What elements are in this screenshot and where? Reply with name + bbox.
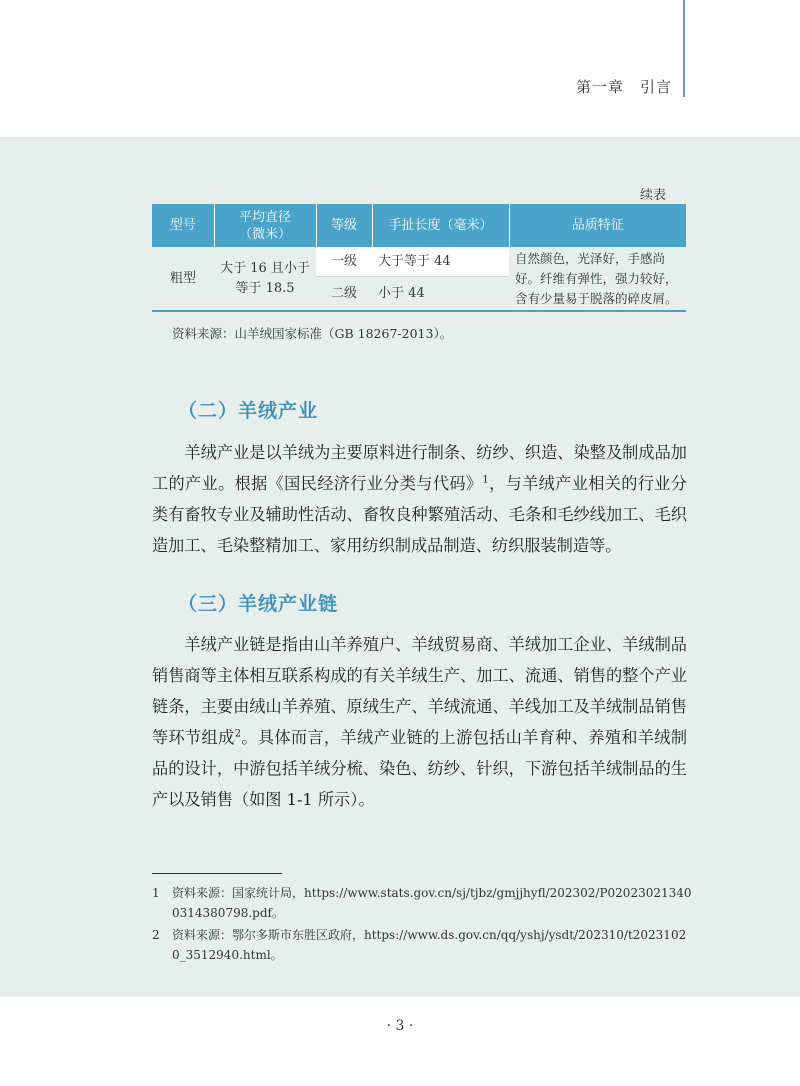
- paragraph-text: 。具体而言，羊绒产业链的上游包括山羊育种、养殖和羊绒制品的设计，中游包括羊绒分梳、染色、纺纱、针织，下游包括羊绒制品的生产以及销售（如图 1-1 所示）。: [152, 728, 688, 809]
- length-cell: 小于 44: [372, 277, 509, 312]
- footnote-divider: [152, 873, 282, 874]
- page-number: · 3 ·: [386, 1018, 414, 1034]
- grade-cell: 二级: [316, 277, 372, 312]
- footnote-number: 2: [152, 928, 160, 942]
- length-cell: 大于等于 44: [372, 247, 509, 277]
- table-header-cell: 平均直径 （微米）: [214, 204, 316, 247]
- quality-cell: 自然颜色，光泽好，手感尚好。纤维有弹性，强力较好，含有少量易于脱落的碎皮屑。: [509, 247, 686, 311]
- table-header-cell: 手扯长度（毫米）: [372, 204, 509, 247]
- paragraph-text: 羊绒产业链是指由山羊养殖户、羊绒贸易商、羊绒加工企业、羊绒制品销售商等主体相互联系构成的有关羊绒生产、加工、流通、销售的整个产业链条，主要由绒山羊养殖、原绒生产、羊绒流通、羊线加工及羊绒制品销售等环节组成: [152, 635, 687, 747]
- cashmere-grade-table: [152, 204, 686, 312]
- grade-cell: 一级: [316, 247, 372, 277]
- footnote-2: [152, 925, 692, 965]
- type-cell: 粗型: [152, 247, 214, 311]
- page-footer: [0, 997, 800, 1086]
- footnote-text: 资料来源：国家统计局，https://www.stats.gov.cn/sj/tjbz/gmjjhyfl/202302/P020230213400314380798.pdf。: [172, 886, 692, 920]
- table-header-cell: 等级: [316, 204, 372, 247]
- chapter-title: 第一章 引言: [575, 78, 672, 96]
- table-header-cell: 型号: [152, 204, 214, 247]
- footnote-ref: 2: [234, 728, 241, 740]
- section-heading-industry: （二）羊绒产业: [178, 400, 319, 422]
- paragraph-industry: [152, 437, 687, 561]
- table-header-cell: 品质特征: [509, 204, 686, 247]
- table-source-note: 资料来源：山羊绒国家标准（GB 18267-2013）。: [172, 326, 453, 341]
- page-header: [0, 0, 800, 137]
- table-header-row: [152, 204, 686, 247]
- footnote-ref: 1: [482, 474, 489, 486]
- table-row: [152, 247, 686, 277]
- footnote-number: 1: [152, 886, 160, 900]
- header-divider: [683, 0, 685, 97]
- paragraph-chain: [152, 629, 687, 815]
- footnote-1: [152, 883, 692, 923]
- section-heading-chain: （三）羊绒产业链: [178, 593, 339, 615]
- paragraph-text: ，与羊绒产业相关的行业分类有畜牧专业及辅助性活动、畜牧良种繁殖活动、毛条和毛纱线加工、毛织造加工、毛染整精加工、家用纺织制成品制造、纺织服装制造等。: [152, 474, 687, 555]
- footnote-text: 资料来源：鄂尔多斯市东胜区政府，https://www.ds.gov.cn/qq/yshj/ysdt/202310/t20231020_3512940.html。: [172, 928, 687, 962]
- paragraph-text: 羊绒产业是以羊绒为主要原料进行制条、纺纱、织造、染整及制成品加工的产业。根据《国民经济行业分类与代码》: [152, 443, 687, 493]
- diameter-cell: 大于 16 且小于等于 18.5: [214, 247, 316, 311]
- table-continue-label: 续表: [640, 188, 667, 203]
